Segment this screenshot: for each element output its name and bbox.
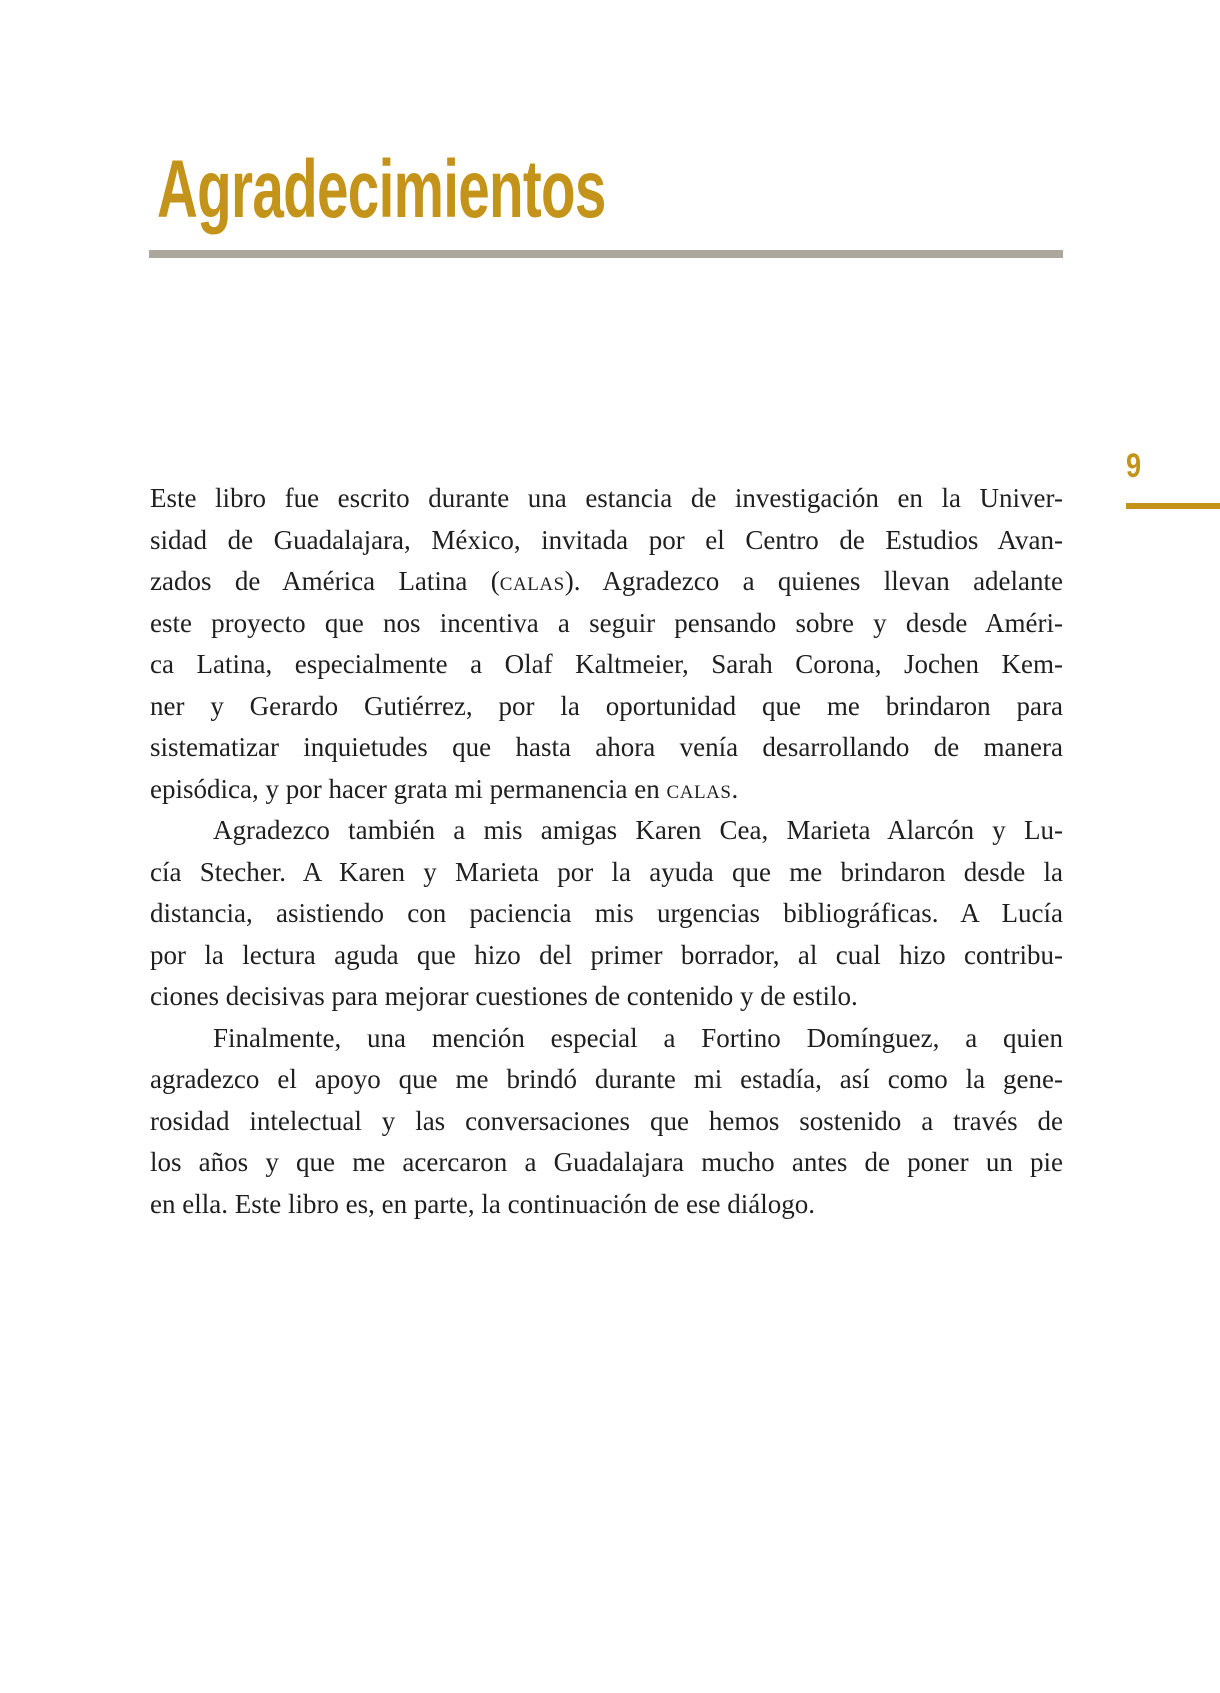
text-line: por la lectura aguda que hizo del primer borrador, al cual hizo contribu- — [150, 939, 1063, 970]
page-number-rule — [1126, 503, 1220, 509]
text-line: sistematizar inquietudes que hasta ahora venía desarrollando de manera — [150, 732, 1063, 762]
text-line: ner y Gerardo Gutiérrez, por la oportunidad que me brindaron para — [150, 690, 1063, 721]
text-line: los años y que me acercaron a Guadalajara mucho antes de poner un pie — [150, 1147, 1063, 1177]
text-line: zados de América Latina (calas). Agradezco a quienes llevan adelante — [150, 566, 1063, 596]
smallcaps-acronym: calas — [499, 566, 565, 596]
text-line: Agradezco también a mis amigas Karen Cea, Marieta Alarcón y Lu- — [213, 815, 1063, 845]
text-line: cía Stecher. A Karen y Marieta por la ayuda que me brindaron desde la — [150, 856, 1063, 887]
page-number: 9 — [1126, 447, 1142, 485]
text-line: rosidad intelectual y las conversaciones que hemos sostenido a través de — [150, 1105, 1063, 1136]
text-line: ca Latina, especialmente a Olaf Kaltmeier, Sarah Corona, Jochen Kem- — [150, 649, 1063, 679]
text-line: episódica, y por hacer grata mi permanencia en calas. — [150, 773, 739, 804]
body-text — [150, 478, 1063, 1225]
text-line: Este libro fue escrito durante una estancia de investigación en la Univer- — [150, 483, 1063, 513]
text-line: este proyecto que nos incentiva a seguir pensando sobre y desde Améri- — [150, 607, 1063, 638]
text-line: en ella. Este libro es, en parte, la continuación de ese diálogo. — [150, 1188, 816, 1219]
title-rule-divider — [149, 250, 1063, 258]
text-line: agradezco el apoyo que me brindó durante mi estadía, así como la gene- — [150, 1064, 1063, 1094]
text-line: Finalmente, una mención especial a Fortino Domínguez, a quien — [213, 1022, 1063, 1053]
text-line: sidad de Guadalajara, México, invitada por el Centro de Estudios Avan- — [150, 524, 1063, 555]
chapter-title: Agradecimientos — [157, 144, 606, 235]
text-line: distancia, asistiendo con paciencia mis urgencias bibliográficas. A Lucía — [150, 898, 1063, 928]
smallcaps-acronym: calas — [666, 773, 732, 804]
text-line: ciones decisivas para mejorar cuestiones de contenido y de estilo. — [150, 981, 858, 1011]
